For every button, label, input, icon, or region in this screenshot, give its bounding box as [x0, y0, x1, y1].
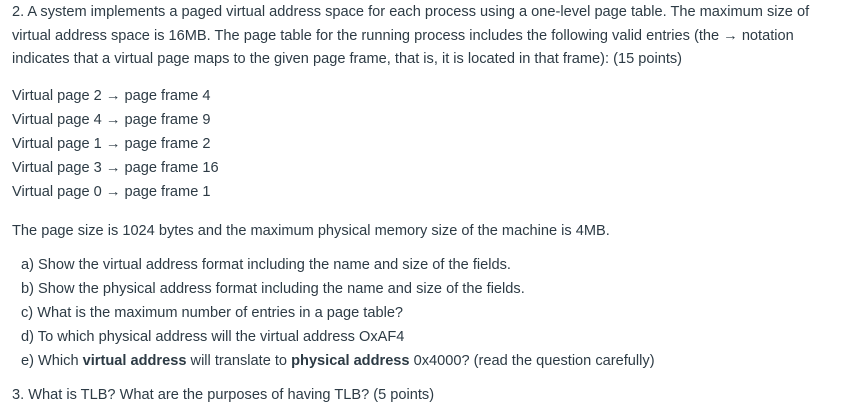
- question-document: [12, 0, 846, 407]
- page-table-mappings: [12, 84, 846, 204]
- question-e-prefix: e) Which: [21, 352, 83, 369]
- mapping-line: Virtual page 3 → page frame 16: [12, 159, 219, 176]
- question-e-bold-virtual: virtual address: [82, 352, 187, 369]
- page-size-statement: The page size is 1024 bytes and the maximum physical memory size of the machine is 4MB.: [12, 222, 610, 239]
- question-e: [21, 349, 846, 373]
- mapping-line: Virtual page 0 → page frame 1: [12, 183, 211, 200]
- question-e-suffix: 0x4000? (read the question carefully): [409, 352, 655, 369]
- mapping-line: Virtual page 2 → page frame 4: [12, 87, 211, 104]
- question-e-mid: will translate to: [186, 352, 292, 369]
- sub-questions: [12, 253, 846, 373]
- mapping-line: Virtual page 4 → page frame 9: [12, 111, 211, 128]
- question-c: c) What is the maximum number of entries in a page table?: [21, 304, 404, 321]
- question-b: b) Show the physical address format including the name and size of the fields.: [21, 280, 525, 297]
- question-3: 3. What is TLB? What are the purposes of having TLB? (5 points): [12, 386, 435, 403]
- question-a: a) Show the virtual address format including the name and size of the fields.: [21, 256, 511, 273]
- question-d: d) To which physical address will the virtual address OxAF4: [21, 328, 405, 345]
- mapping-line: Virtual page 1 → page frame 2: [12, 135, 211, 152]
- question-2-intro: 2. A system implements a paged virtual address space for each process using a one-level page table. The maximum size of virtual address space is 16MB. The page table for the running process includes the following valid entries (the → notation indicates that a virtual page maps to the given page frame, that is, it is located in that frame): (15 points): [12, 4, 810, 67]
- question-e-bold-physical: physical address: [291, 352, 410, 369]
